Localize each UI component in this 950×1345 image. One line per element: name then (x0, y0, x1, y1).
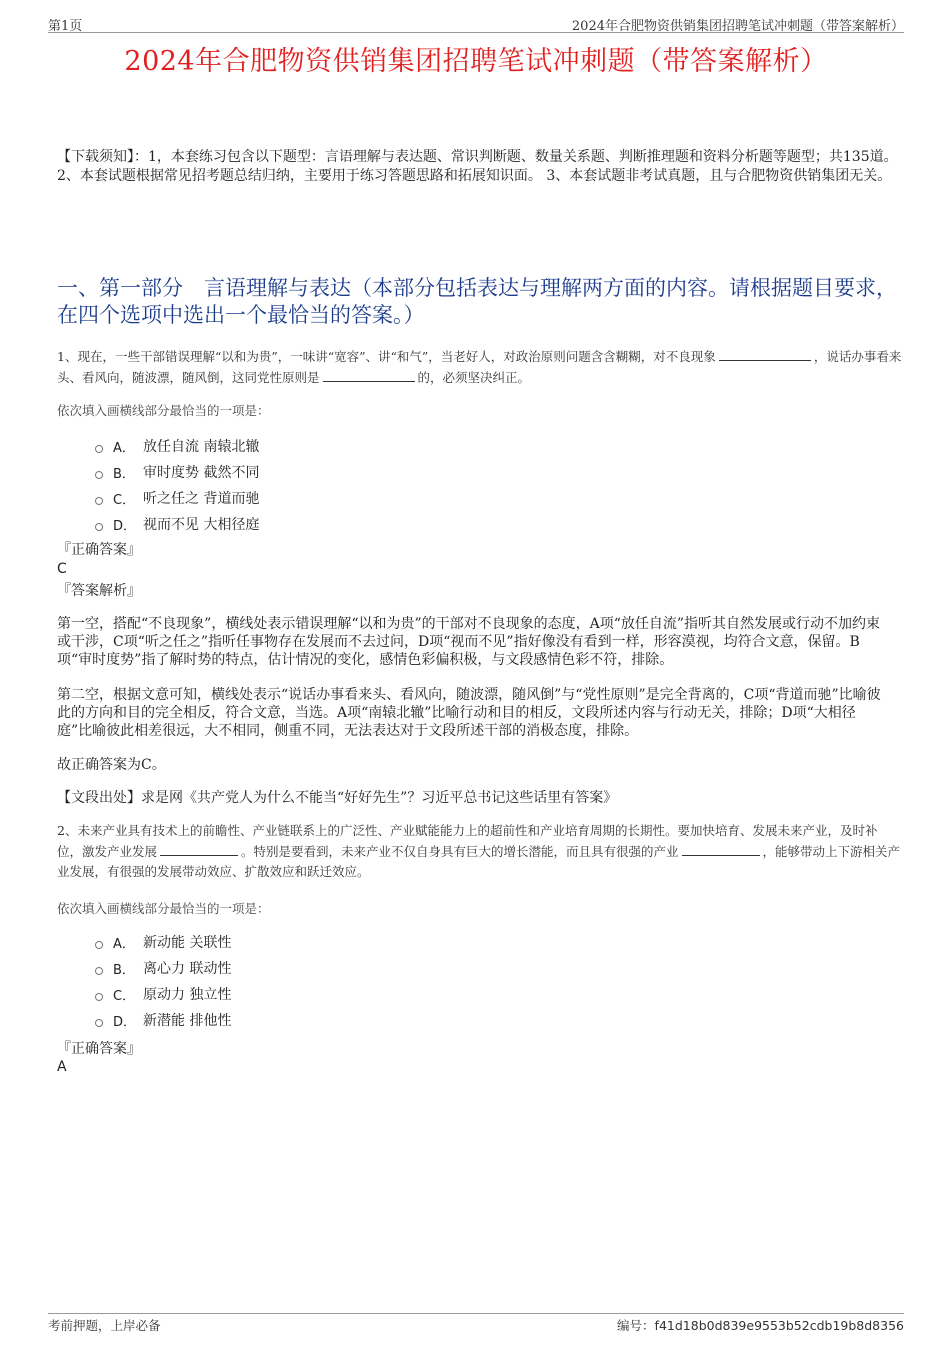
option-c[interactable]: C． 原动力 独立性 (95, 981, 231, 1007)
question-2-text: 2、未来产业具有技术上的前瞻性、产业链联系上的广泛性、产业赋能能力上的超前性和产业培育周期的长期性。要加快培育、发展未来产业，及时补位，激发产业发展 。特别是要看到，未来产业不仅自身具有巨大的增长潜能，而且具有很强的产业 ，能够带动上下游相关产业发展，有很强的发展带动效应、扩散效应和跃迁效应。 (57, 823, 901, 879)
question-1-instruction: 依次填入画横线部分最恰当的一项是： (57, 403, 270, 418)
blank-line (160, 841, 238, 856)
header-doc-title: 2024年合肥物资供销集团招聘笔试冲刺题（带答案解析） (571, 19, 904, 34)
question-2-instruction: 依次填入画横线部分最恰当的一项是： (57, 901, 270, 916)
analysis-label: 『答案解析』 (57, 583, 141, 599)
radio-icon[interactable] (95, 941, 103, 949)
radio-icon[interactable] (95, 497, 103, 505)
radio-icon[interactable] (95, 1019, 103, 1027)
answer-value: A (57, 1059, 67, 1075)
option-d[interactable]: D． 新潜能 排他性 (95, 1007, 231, 1033)
option-d[interactable]: D． 视而不见 大相径庭 (95, 511, 259, 537)
radio-icon[interactable] (95, 993, 103, 1001)
page-number: 第1页 (48, 19, 83, 34)
analysis-paragraph-2: 第二空，根据文意可知，横线处表示“说话办事看来头、看风向，随波漂，随风倒”与“党性原则”是完全背离的，C项“背道而驰”比喻彼此的方向和目的完全相反，符合文意，当选。A项“南辕北辙”比喻行动和目的相反，文段所述内容与行动无关，排除；D项“大相径庭”比喻彼此相差很远，大不相同，侧重不同，无法表达对于文段所述干部的消极态度，排除。 (57, 687, 881, 739)
question-1-options (95, 433, 259, 537)
blank-line (719, 346, 811, 361)
footer-doc-id: 编号：f41d18b0d839e9553b52cdb19b8d8356 (617, 1318, 904, 1333)
radio-icon[interactable] (95, 523, 103, 531)
radio-icon[interactable] (95, 471, 103, 479)
analysis-conclusion: 故正确答案为C。 (57, 757, 166, 773)
page-header (48, 14, 904, 33)
question-2-options (95, 929, 231, 1033)
radio-icon[interactable] (95, 445, 103, 453)
answer-label: 『正确答案』 (57, 1041, 141, 1057)
page-footer (48, 1313, 904, 1332)
document-title: 2024年合肥物资供销集团招聘笔试冲刺题（带答案解析） (124, 46, 828, 77)
blank-line (323, 367, 415, 382)
answer-label: 『正确答案』 (57, 542, 141, 558)
option-c[interactable]: C． 听之任之 背道而驰 (95, 485, 259, 511)
option-b[interactable]: B． 离心力 联动性 (95, 955, 231, 981)
blank-line (682, 841, 760, 856)
option-a[interactable]: A． 新动能 关联性 (95, 929, 231, 955)
analysis-paragraph-1: 第一空，搭配“不良现象”，横线处表示错误理解“以和为贵”的干部对不良现象的态度，A项“放任自流”指听其自然发展或行动不加约束或干涉，C项“听之任之”指听任事物存在发展而不去过问，D项“视而不见”指好像没有看到一样，形容漠视，均符合文意，保留。B项“审时度势”指了解时势的特点，估计情况的变化，感情色彩偏积极，与文段感情色彩不符，排除。 (57, 616, 881, 668)
option-b[interactable]: B． 审时度势 截然不同 (95, 459, 259, 485)
footer-slogan: 考前押题，上岸必备 (48, 1318, 161, 1333)
download-notice: 【下载须知】：1，本套练习包含以下题型：言语理解与表达题、常识判断题、数量关系题、判断推理题和资料分析题等题型；共135道。 2、本套试题根据常见招考题总结归纳，主要用于练习答题思路和拓展知识面。 3、本套试题非考试真题，且与合肥物资供销集团无关。 (57, 149, 898, 184)
radio-icon[interactable] (95, 967, 103, 975)
question-1-text: 1、现在，一些干部错误理解“以和为贵”，一味讲“宽容”、讲“和气”，当老好人，对政治原则问题含含糊糊，对不良现象 ，说话办事看来头、看风向，随波漂，随风倒，这同党性原则是 的，必须坚决纠正。 (57, 346, 902, 388)
passage-source: 【文段出处】求是网《共产党人为什么不能当“好好先生”？习近平总书记这些话里有答案》 (57, 790, 618, 806)
answer-value: C (57, 561, 67, 577)
section-heading: 一、第一部分 言语理解与表达（本部分包括表达与理解两方面的内容。请根据题目要求，在四个选项中选出一个最恰当的答案。） (57, 276, 897, 327)
option-a[interactable]: A． 放任自流 南辕北辙 (95, 433, 259, 459)
